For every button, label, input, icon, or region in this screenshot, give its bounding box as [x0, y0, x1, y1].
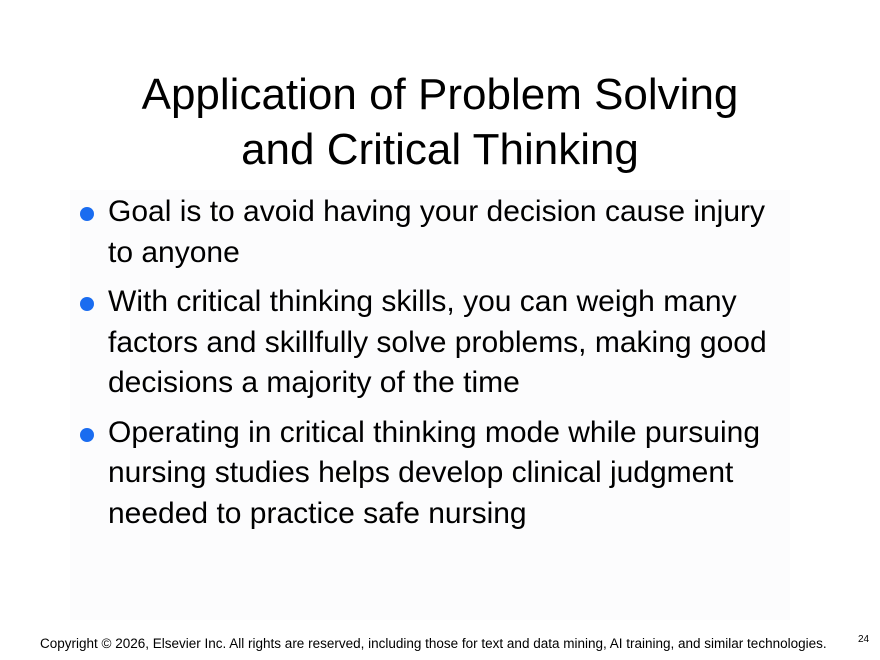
bullet-text: With critical thinking skills, you can weigh many factors and skillfully solve problems, making good decisions a majority of the time	[108, 285, 767, 399]
bullet-dot-icon	[80, 207, 94, 221]
bullet-text: Goal is to avoid having your decision cause injury to anyone	[108, 195, 766, 269]
title-line-1: Application of Problem Solving	[141, 70, 739, 120]
bullet-item	[76, 413, 796, 535]
bullet-item	[76, 192, 796, 273]
bullet-dot-icon	[80, 428, 94, 442]
bullet-dot-icon	[80, 297, 94, 311]
bullet-item	[76, 282, 796, 404]
bullet-text: Operating in critical thinking mode while pursuing nursing studies helps develop clinical judgment needed to practice safe nursing	[108, 415, 761, 530]
slide-title	[0, 67, 880, 177]
bullet-list	[76, 192, 796, 543]
copyright-footer: Copyright © 2026, Elsevier Inc. All rights are reserved, including those for text and data mining, AI training, and similar technologies.	[40, 636, 827, 651]
page-number: 24	[858, 634, 870, 645]
title-line-2: and Critical Thinking	[241, 125, 639, 175]
